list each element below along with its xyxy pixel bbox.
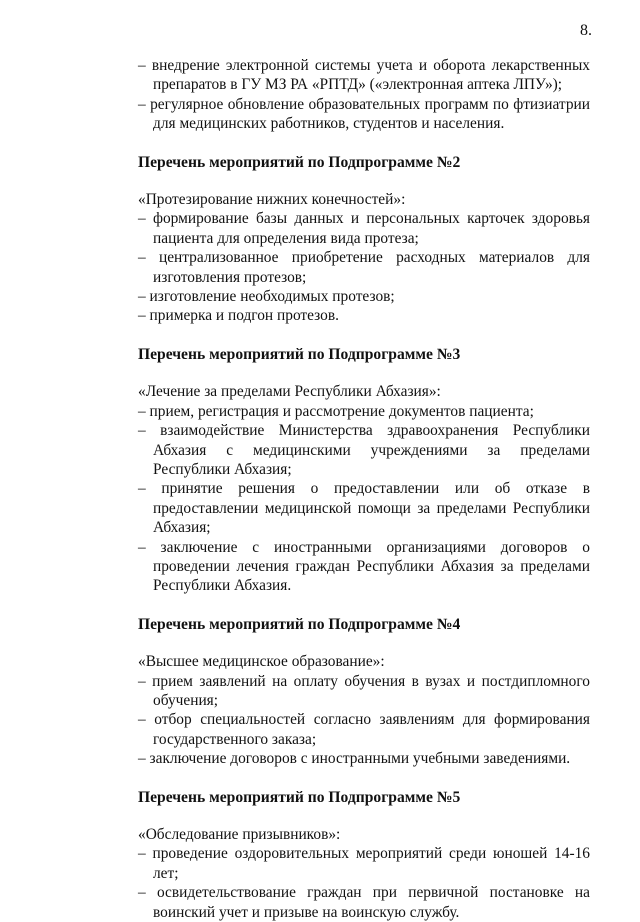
section-intro: «Протезирование нижних конечностей»:	[138, 191, 406, 209]
section-heading-3: Перечень мероприятий по Подпрограмме №3	[138, 345, 461, 363]
section-heading-4: Перечень мероприятий по Подпрограмме №4	[138, 615, 461, 633]
document-body	[138, 56, 590, 922]
section-2	[138, 190, 590, 326]
section-heading-2: Перечень мероприятий по Подпрограмме №2	[138, 153, 461, 171]
page-number: 8.	[580, 22, 592, 39]
list-item: – прием, регистрация и рассмотрение документов пациента;	[138, 402, 534, 420]
section-intro: «Высшее медицинское образование»:	[138, 653, 385, 671]
section-5	[138, 825, 590, 922]
list-item: – заключение договоров с иностранными учебными заведениями.	[138, 750, 571, 768]
list-item: – принятие решения о предоставлении или об отказе в предоставлении медицинской помощи за пределами Республики Абхазия;	[138, 480, 590, 537]
list-item: – освидетельствование граждан при первичной постановке на воинский учет и призыве на воинскую службу.	[138, 884, 590, 921]
section-intro: «Обследование призывников»:	[138, 826, 341, 843]
intro-list	[138, 56, 590, 134]
list-item: – примерка и подгон протезов.	[138, 307, 339, 325]
list-item: – прием заявлений на оплату обучения в вузах и постдипломного обучения;	[138, 672, 590, 709]
list-item: – заключение с иностранными организациями договоров о проведении лечения граждан Республики Абхазия за пределами Республики Абхазия.	[138, 538, 590, 595]
list-item: – проведение оздоровительных мероприятий среди юношей 14-16 лет;	[138, 845, 590, 882]
list-item: – отбор специальностей согласно заявлениям для формирования государственного заказа;	[138, 711, 590, 748]
list-item: – изготовление необходимых протезов;	[138, 288, 395, 306]
list-item: – взаимодействие Министерства здравоохранения Республики Абхазия с медицинскими учреждениями за пределами Республики Абхазия;	[138, 422, 590, 478]
list-item: – централизованное приобретение расходных материалов для изготовления протезов;	[138, 249, 590, 286]
list-item: – регулярное обновление образовательных программ по фтизиатрии для медицинских работников, студентов и населения.	[138, 95, 590, 133]
list-item: – формирование базы данных и персональных карточек здоровья пациента для определения вида протеза;	[138, 210, 590, 247]
section-3	[138, 382, 590, 595]
section-heading-5: Перечень мероприятий по Подпрограмме №5	[138, 788, 461, 806]
section-intro: «Лечение за пределами Республики Абхазия»:	[138, 383, 441, 401]
section-4	[138, 652, 590, 768]
list-item: – внедрение электронной системы учета и оборота лекарственных препаратов в ГУ МЗ РА «РПТД» («электронная аптека ЛПУ»);	[138, 57, 590, 94]
